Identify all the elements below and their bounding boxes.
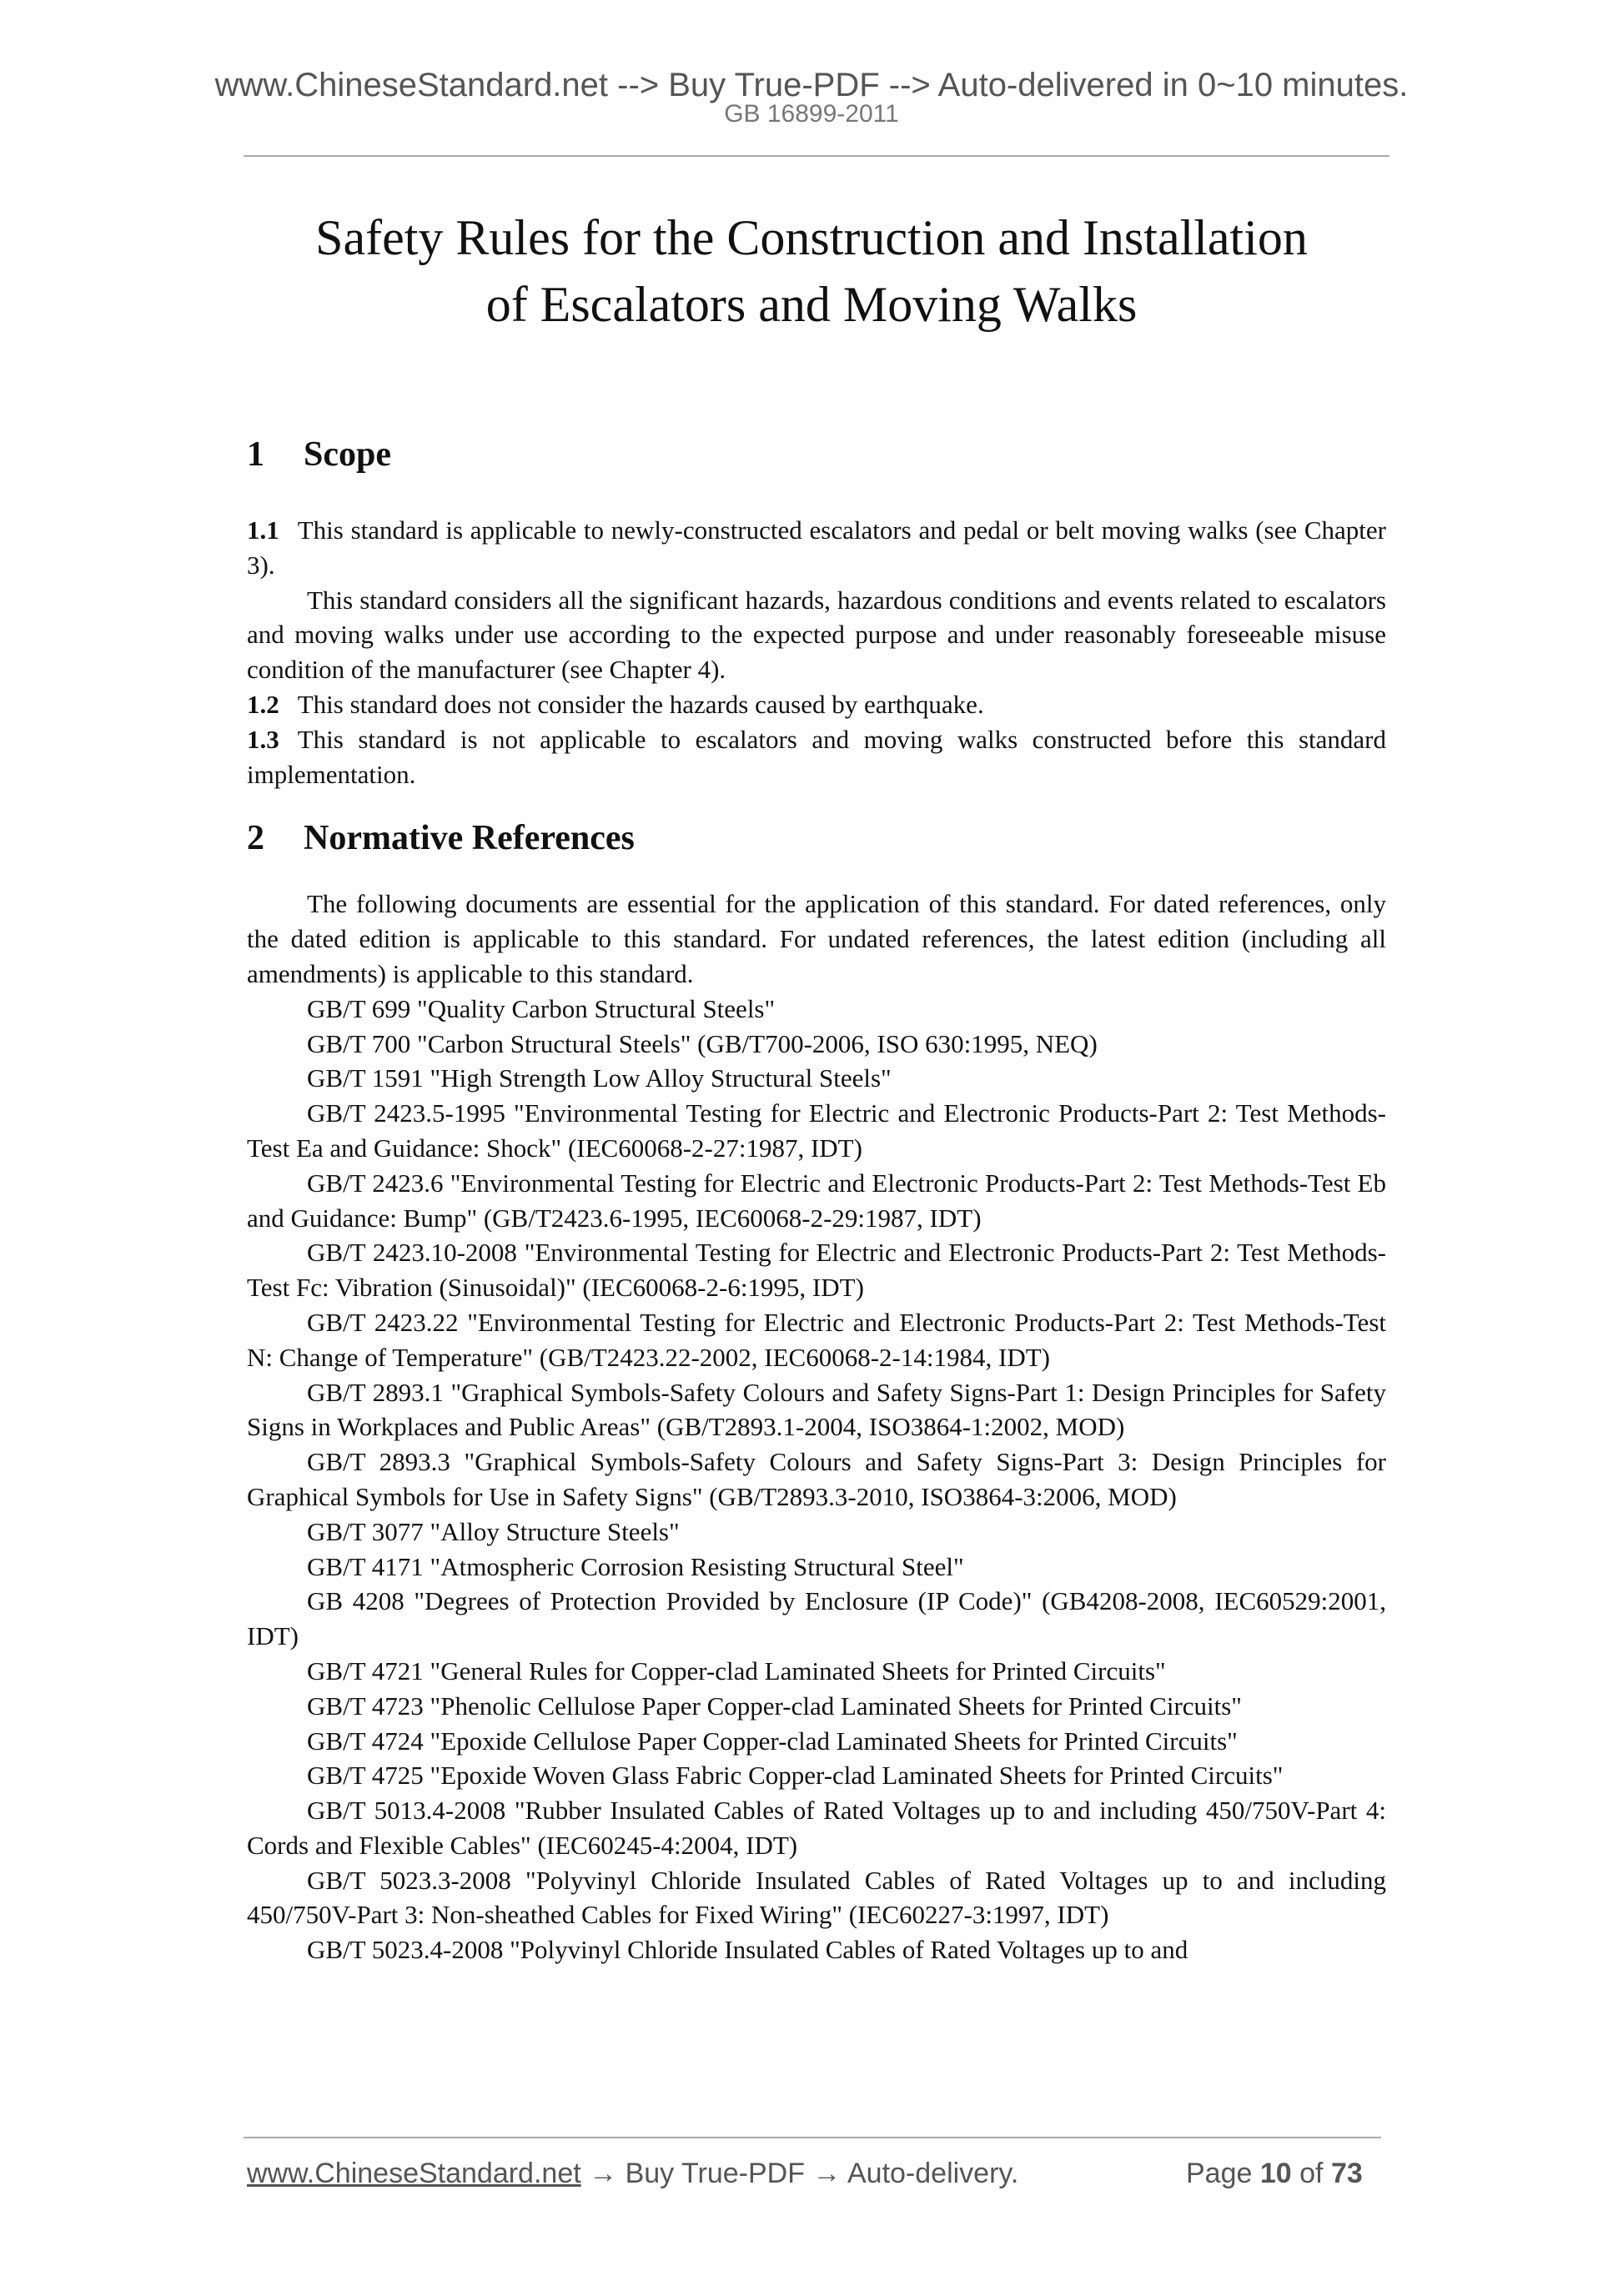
clause-text: This standard is applicable to newly-constructed escalators and pedal or belt moving walks (see Chapter 3).: [247, 515, 1386, 580]
clause-1-1: [247, 513, 1386, 583]
reference-item: GB/T 4723 "Phenolic Cellulose Paper Copper-clad Laminated Sheets for Printed Circuits": [307, 1691, 1242, 1721]
section-number: 1: [247, 435, 264, 474]
reference-item: GB/T 1591 "High Strength Low Alloy Structural Steels": [307, 1063, 892, 1093]
clause-text: This standard does not consider the hazards caused by earthquake.: [297, 689, 984, 719]
intro-paragraph: The following documents are essential for the application of this standard. For dated references, only the dated edition is applicable to this standard. For undated references, the latest edition (including all amendments) is applicable to this standard.: [247, 889, 1386, 988]
reference-item: GB/T 699 "Quality Carbon Structural Steels": [307, 993, 776, 1023]
reference-item: GB/T 2423.22 "Environmental Testing for Electric and Electronic Products-Part 2: Test Methods-Test N: Change of Temperature" (GB/T2423.22-2002, IEC60068-2-14:1984, IDT): [247, 1307, 1386, 1372]
reference-item: GB/T 700 "Carbon Structural Steels" (GB/T700-2006, ISO 630:1995, NEQ): [307, 1028, 1098, 1058]
reference-list: [247, 992, 1386, 1967]
footer-site-link[interactable]: www.ChineseStandard.net: [247, 2158, 581, 2189]
clause-number: 1.1: [247, 515, 279, 545]
section-title: Scope: [304, 435, 391, 474]
clause-text: This standard is not applicable to escalators and moving walks constructed before this standard implementation.: [247, 724, 1386, 789]
section-heading-normative-references: [247, 813, 1386, 863]
page-number: 10: [1259, 2158, 1292, 2189]
reference-item: GB/T 2423.5-1995 "Environmental Testing for Electric and Electronic Products-Part 2: Test Methods-Test Ea and Guidance: Shock" (IEC60068-2-27:1987, IDT): [247, 1098, 1386, 1163]
header-doc-id: GB 16899-2011: [724, 100, 899, 128]
header-banner[interactable]: www.ChineseStandard.net --> Buy True-PDF --> Auto-delivered in 0~10 minutes.: [214, 67, 1409, 103]
page-label: Page: [1186, 2158, 1253, 2189]
header-divider: [244, 155, 1389, 157]
footer-tagline: → Buy True-PDF → Auto-delivery.: [580, 2158, 1019, 2189]
document-title: [167, 204, 1456, 338]
reference-item: GB/T 4171 "Atmospheric Corrosion Resisting Structural Steel": [307, 1551, 964, 1581]
reference-item: GB/T 4725 "Epoxide Woven Glass Fabric Copper-clad Laminated Sheets for Printed Circuits": [307, 1761, 1284, 1791]
reference-item: GB/T 2893.3 "Graphical Symbols-Safety Colours and Safety Signs-Part 3: Design Principles for Graphical Symbols for Use in Safety Signs" (GB/T2893.3-2010, ISO3864-3:2006, MOD): [247, 1447, 1386, 1511]
of-label: of: [1299, 2158, 1324, 2189]
reference-item: GB 4208 "Degrees of Protection Provided by Enclosure (IP Code)" (GB4208-2008, IEC60529:2001, IDT): [247, 1586, 1386, 1651]
clause-number: 1.2: [247, 689, 279, 719]
reference-item: GB/T 3077 "Alloy Structure Steels": [307, 1516, 680, 1546]
footer-links: [247, 2156, 1018, 2191]
reference-item: GB/T 5023.3-2008 "Polyvinyl Chloride Insulated Cables of Rated Voltages up to and including 450/750V-Part 3: Non-sheathed Cables for Fixed Wiring" (IEC60227-3:1997, IDT): [247, 1865, 1386, 1930]
reference-item: GB/T 2893.1 "Graphical Symbols-Safety Colours and Safety Signs-Part 1: Design Principles for Safety Signs in Workplaces and Public Areas" (GB/T2893.1-2004, ISO3864-1:2002, MOD): [247, 1377, 1386, 1442]
document-body: [247, 417, 1386, 1967]
section-heading-scope: [247, 430, 1386, 480]
title-line-1: Safety Rules for the Construction and Installation: [315, 210, 1308, 265]
reference-item: GB/T 4721 "General Rules for Copper-clad Laminated Sheets for Printed Circuits": [307, 1655, 1166, 1686]
page-indicator: [1186, 2156, 1363, 2191]
reference-item: GB/T 5023.4-2008 "Polyvinyl Chloride Insulated Cables of Rated Voltages up to and: [307, 1935, 1188, 1965]
reference-item: GB/T 4724 "Epoxide Cellulose Paper Copper-clad Laminated Sheets for Printed Circuits": [307, 1726, 1238, 1756]
clause-1-2: [247, 687, 1386, 722]
paragraph: This standard considers all the significant hazards, hazardous conditions and events related to escalators and moving walks under use according to the expected purpose and under reasonably foreseeable misuse condition of the manufacturer (see Chapter 4).: [247, 585, 1386, 685]
clause-number: 1.3: [247, 724, 279, 754]
reference-item: GB/T 2423.10-2008 "Environmental Testing for Electric and Electronic Products-Part 2: Test Methods-Test Fc: Vibration (Sinusoidal)" (IEC60068-2-6:1995, IDT): [247, 1238, 1386, 1303]
reference-item: GB/T 2423.6 "Environmental Testing for Electric and Electronic Products-Part 2: Test Methods-Test Eb and Guidance: Bump" (GB/T2423.6-1995, IEC60068-2-29:1987, IDT): [247, 1168, 1386, 1233]
clause-1-3: [247, 722, 1386, 792]
reference-item: GB/T 5013.4-2008 "Rubber Insulated Cables of Rated Voltages up to and including 450/750V-Part 4: Cords and Flexible Cables" (IEC60245-4:2004, IDT): [247, 1796, 1386, 1860]
title-line-2: of Escalators and Moving Walks: [485, 277, 1138, 332]
section-number: 2: [247, 819, 264, 858]
page-total: 73: [1330, 2158, 1363, 2189]
section-title: Normative References: [304, 819, 635, 858]
footer-divider: [244, 2137, 1381, 2138]
